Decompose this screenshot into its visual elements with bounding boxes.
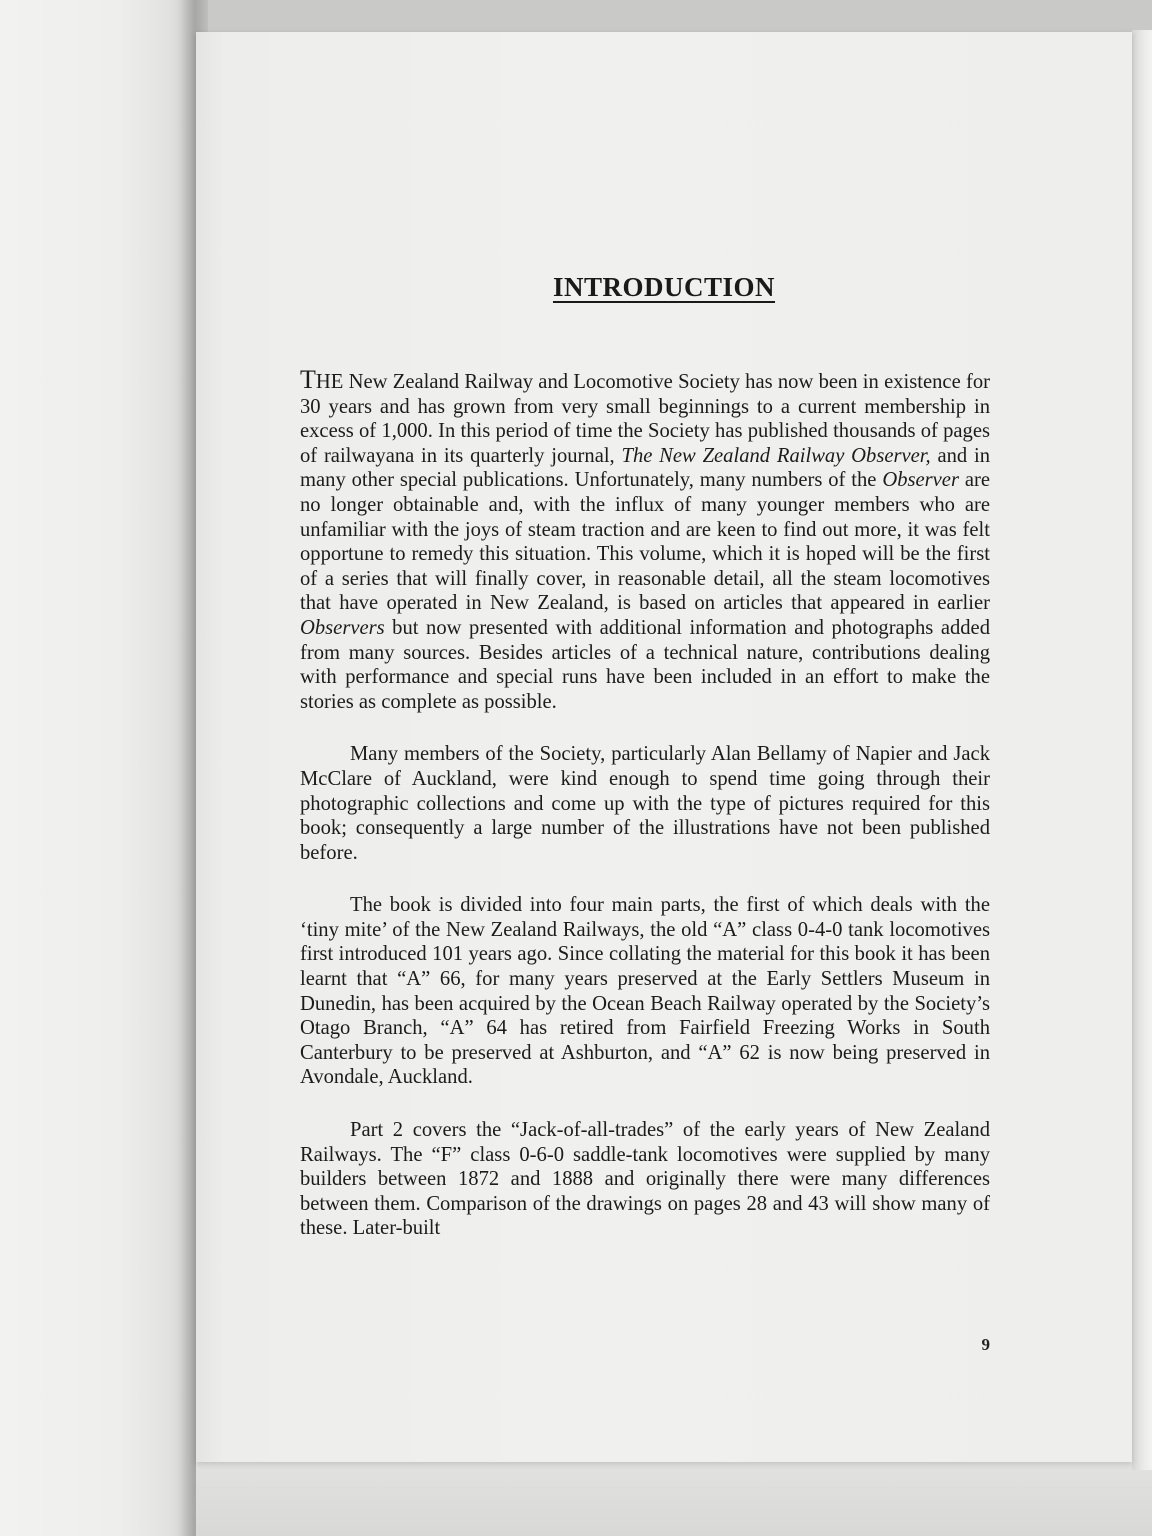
paragraph-3: The book is divided into four main parts, the first of which deals with the ‘tiny mite’ of the New Zealand Railways, the old “A” class 0-4-0 tank locomotives first introduced 101 years ago. Since collating the material for this book it has been learnt that “A” 66, for many years preserved at the Early Settlers Museum in Dunedin, has been acquired by the Ocean Beach Railway operated by the Society’s Otago Branch, “A” 64 has retired from Fairfield Freezing Works in South Canterbury to be preserved at Ashburton, and “A” 62 is now being preserved in Avondale, Auckland. xyxy=(300,894,990,1089)
book-page xyxy=(196,32,1132,1462)
page-fore-edge xyxy=(1132,30,1152,1470)
page-heading: INTRODUCTION xyxy=(552,272,776,302)
page-number: 9 xyxy=(981,1335,990,1354)
drop-cap: T xyxy=(300,365,316,394)
paragraph-2: Many members of the Society, particularly Alan Bellamy of Napier and Jack McClare of Auckland, were kind enough to spend time going through their photographic collections and come up with the type of pictures required for this book; consequently a large number of the illustrations have not been published before. xyxy=(300,743,990,864)
paragraph-4: Part 2 covers the “Jack-of-all-trades” of the early years of New Zealand Railways. The “F” class 0-6-0 saddle-tank locomotives were supplied by many builders between 1872 and 1888 and originally there were many differences between them. Comparison of the drawings on pages 28 and 43 will show many of these. Later-built xyxy=(300,1119,990,1240)
body-text xyxy=(300,365,990,1269)
paragraph-1: THE New Zealand Railway and Locomotive Society has now been in existence for 30 years and has grown from very small beginnings to a current membership in excess of 1,000. In this period of time the Society has published thousands of pages of railwayana in its quarterly journal, The New Zealand Railway Observer, and in many other special publications. Unfortunately, many numbers of the Observer are no longer obtainable and, with the influx of many younger members who are unfamiliar with the joys of steam traction and are keen to find out more, it was felt opportune to remedy this situation. This volume, which it is hoped will be the first of a series that will finally cover, in reasonable detail, all the steam locomotives that have operated in New Zealand, is based on articles that appeared in earlier Observers but now presented with additional information and photographs added from many sources. Besides articles of a technical nature, contributions dealing with performance and special runs have been included in an effort to make the stories as complete as possible. xyxy=(300,365,990,713)
left-page xyxy=(0,0,198,1536)
